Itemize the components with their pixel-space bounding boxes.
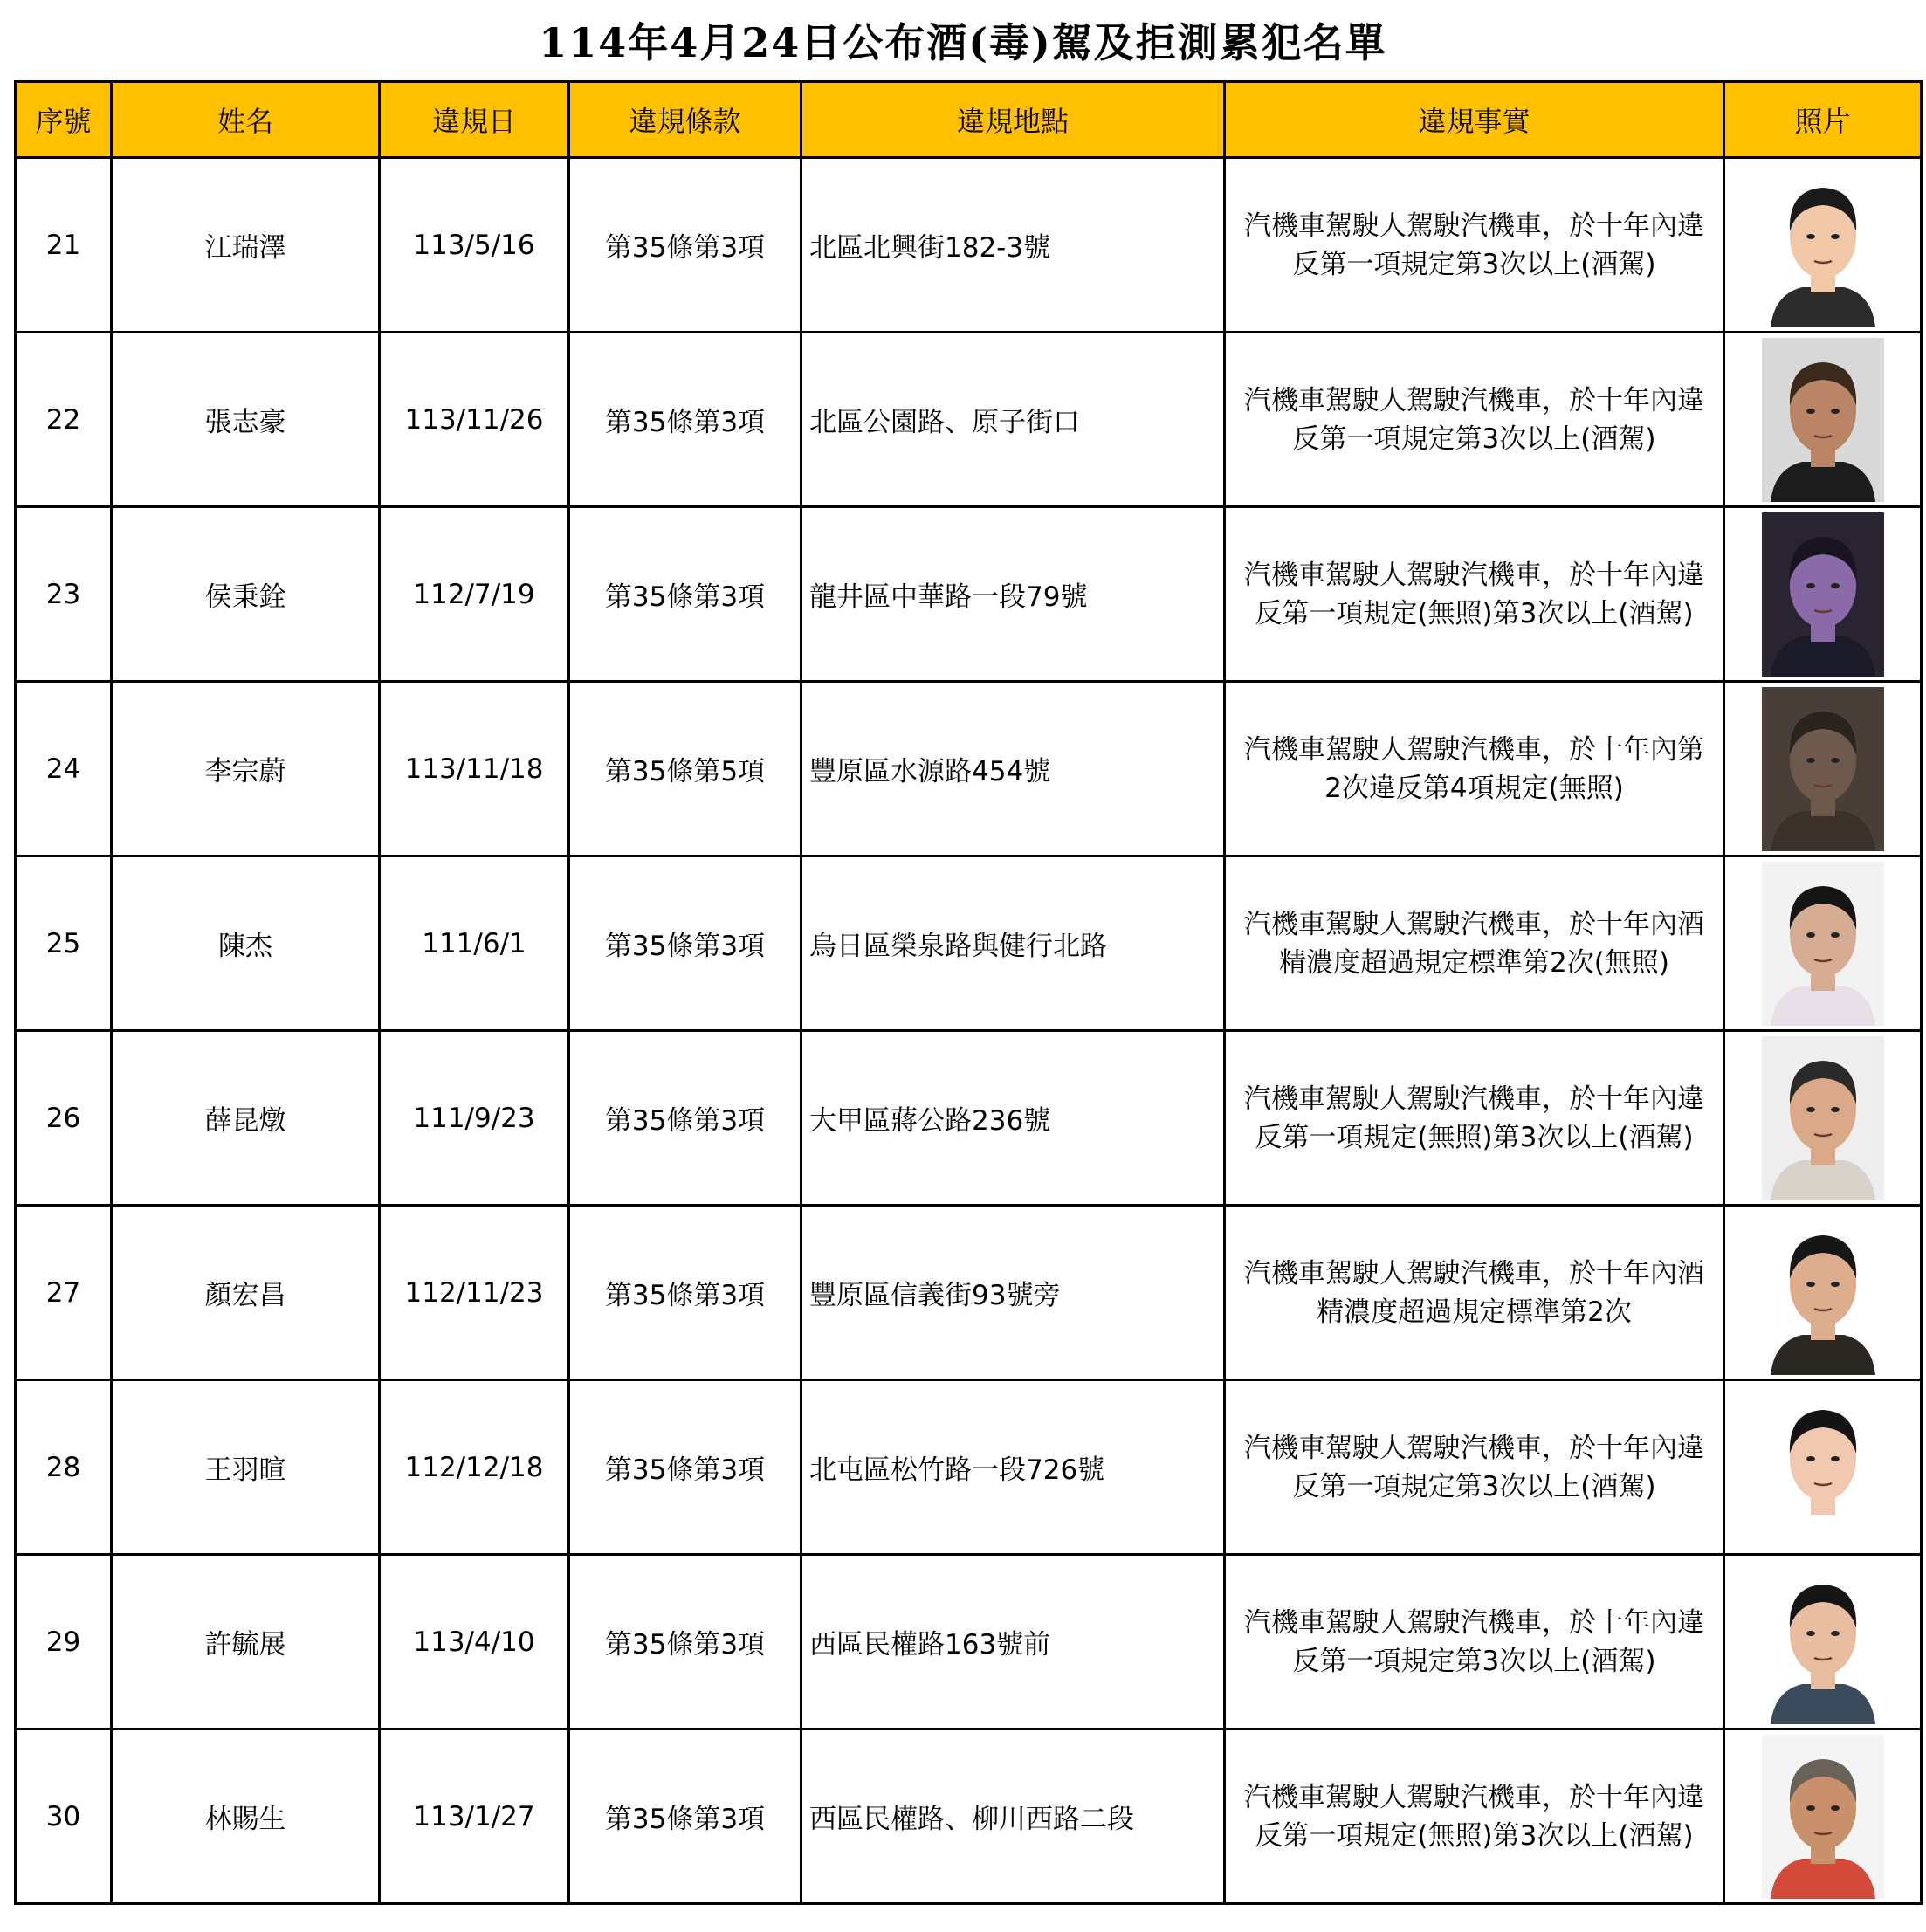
header-row	[16, 82, 1922, 158]
cell-fact: 汽機車駕駛人駕駛汽機車，於十年內酒精濃度超過規定標準第2次	[1225, 1206, 1724, 1380]
cell-fact: 汽機車駕駛人駕駛汽機車，於十年內第2次違反第4項規定(無照)	[1225, 682, 1724, 856]
cell-fact: 汽機車駕駛人駕駛汽機車，於十年內違反第一項規定(無照)第3次以上(酒駕)	[1225, 507, 1724, 682]
portrait-photo	[1762, 512, 1884, 677]
cell-article: 第35條第3項	[569, 158, 801, 333]
table-row	[16, 158, 1922, 333]
offender-table	[14, 80, 1923, 1905]
portrait-photo	[1762, 1036, 1884, 1200]
cell-article: 第35條第3項	[569, 507, 801, 682]
cell-name: 薛昆燉	[112, 1031, 380, 1206]
cell-article: 第35條第3項	[569, 1031, 801, 1206]
cell-location: 西區民權路、柳川西路二段	[801, 1729, 1225, 1904]
cell-date: 112/12/18	[380, 1380, 569, 1555]
header-date: 違規日	[380, 82, 569, 158]
cell-location: 北屯區松竹路一段726號	[801, 1380, 1225, 1555]
cell-no: 27	[16, 1206, 112, 1380]
cell-name: 陳杰	[112, 856, 380, 1031]
cell-date: 113/1/27	[380, 1729, 569, 1904]
photo-eye	[1831, 758, 1840, 763]
cell-date: 111/9/23	[380, 1031, 569, 1206]
photo-eye	[1806, 1107, 1815, 1112]
page-title: 114年4月24日公布酒(毒)駕及拒測累犯名單	[539, 19, 1387, 66]
photo-eye	[1806, 1456, 1815, 1461]
cell-photo	[1724, 1729, 1922, 1904]
cell-name: 王羽暄	[112, 1380, 380, 1555]
cell-location: 北區北興街182-3號	[801, 158, 1225, 333]
portrait-photo	[1762, 1560, 1884, 1724]
cell-date: 113/11/26	[380, 333, 569, 507]
cell-no: 22	[16, 333, 112, 507]
cell-photo	[1724, 507, 1922, 682]
cell-location: 西區民權路163號前	[801, 1555, 1225, 1729]
portrait-photo	[1762, 163, 1884, 327]
cell-article: 第35條第3項	[569, 333, 801, 507]
cell-date: 113/11/18	[380, 682, 569, 856]
photo-eye	[1806, 932, 1815, 938]
cell-article: 第35條第3項	[569, 1206, 801, 1380]
photo-eye	[1831, 932, 1840, 938]
cell-fact: 汽機車駕駛人駕駛汽機車，於十年內違反第一項規定第3次以上(酒駕)	[1225, 1380, 1724, 1555]
header-no: 序號	[16, 82, 112, 158]
photo-eye	[1831, 1107, 1840, 1112]
cell-fact: 汽機車駕駛人駕駛汽機車，於十年內酒精濃度超過規定標準第2次(無照)	[1225, 856, 1724, 1031]
table-row	[16, 1380, 1922, 1555]
header-photo: 照片	[1724, 82, 1922, 158]
photo-eye	[1806, 234, 1815, 239]
cell-photo	[1724, 1206, 1922, 1380]
portrait-photo	[1762, 687, 1884, 851]
cell-photo	[1724, 1031, 1922, 1206]
cell-date: 113/4/10	[380, 1555, 569, 1729]
cell-article: 第35條第3項	[569, 1729, 801, 1904]
portrait-photo	[1762, 1211, 1884, 1375]
table-row	[16, 1031, 1922, 1206]
table-row	[16, 856, 1922, 1031]
table-row	[16, 1729, 1922, 1904]
table-row	[16, 333, 1922, 507]
cell-name: 許毓展	[112, 1555, 380, 1729]
cell-no: 23	[16, 507, 112, 682]
cell-fact: 汽機車駕駛人駕駛汽機車，於十年內違反第一項規定(無照)第3次以上(酒駕)	[1225, 1031, 1724, 1206]
cell-no: 21	[16, 158, 112, 333]
cell-no: 24	[16, 682, 112, 856]
cell-date: 112/11/23	[380, 1206, 569, 1380]
cell-no: 26	[16, 1031, 112, 1206]
portrait-photo	[1762, 338, 1884, 502]
cell-photo	[1724, 333, 1922, 507]
cell-no: 25	[16, 856, 112, 1031]
cell-no: 30	[16, 1729, 112, 1904]
photo-eye	[1806, 1282, 1815, 1287]
cell-location: 龍井區中華路一段79號	[801, 507, 1225, 682]
cell-location: 烏日區榮泉路與健行北路	[801, 856, 1225, 1031]
photo-eye	[1831, 1631, 1840, 1636]
photo-eye	[1806, 583, 1815, 588]
photo-eye	[1831, 1282, 1840, 1287]
table-row	[16, 1206, 1922, 1380]
cell-name: 張志豪	[112, 333, 380, 507]
cell-photo	[1724, 1555, 1922, 1729]
photo-eye	[1806, 409, 1815, 414]
table-row	[16, 507, 1922, 682]
photo-eye	[1831, 234, 1840, 239]
header-name: 姓名	[112, 82, 380, 158]
photo-eye	[1831, 409, 1840, 414]
photo-eye	[1806, 1805, 1815, 1811]
cell-fact: 汽機車駕駛人駕駛汽機車，於十年內違反第一項規定第3次以上(酒駕)	[1225, 1555, 1724, 1729]
cell-location: 北區公園路、原子街口	[801, 333, 1225, 507]
cell-article: 第35條第5項	[569, 682, 801, 856]
cell-fact: 汽機車駕駛人駕駛汽機車，於十年內違反第一項規定第3次以上(酒駕)	[1225, 158, 1724, 333]
table-row	[16, 682, 1922, 856]
cell-photo	[1724, 1380, 1922, 1555]
header-location: 違規地點	[801, 82, 1225, 158]
cell-article: 第35條第3項	[569, 1555, 801, 1729]
cell-article: 第35條第3項	[569, 1380, 801, 1555]
cell-date: 113/5/16	[380, 158, 569, 333]
cell-fact: 汽機車駕駛人駕駛汽機車，於十年內違反第一項規定第3次以上(酒駕)	[1225, 333, 1724, 507]
cell-location: 豐原區信義街93號旁	[801, 1206, 1225, 1380]
header-article: 違規條款	[569, 82, 801, 158]
cell-name: 顏宏昌	[112, 1206, 380, 1380]
cell-location: 豐原區水源路454號	[801, 682, 1225, 856]
photo-eye	[1831, 583, 1840, 588]
portrait-photo	[1762, 1385, 1884, 1550]
cell-photo	[1724, 856, 1922, 1031]
cell-location: 大甲區蔣公路236號	[801, 1031, 1225, 1206]
photo-eye	[1806, 1631, 1815, 1636]
portrait-photo	[1762, 1735, 1884, 1899]
cell-name: 江瑞澤	[112, 158, 380, 333]
photo-eye	[1831, 1805, 1840, 1811]
cell-fact: 汽機車駕駛人駕駛汽機車，於十年內違反第一項規定(無照)第3次以上(酒駕)	[1225, 1729, 1724, 1904]
cell-article: 第35條第3項	[569, 856, 801, 1031]
table-row	[16, 1555, 1922, 1729]
cell-photo	[1724, 158, 1922, 333]
cell-photo	[1724, 682, 1922, 856]
cell-name: 李宗蔚	[112, 682, 380, 856]
cell-date: 112/7/19	[380, 507, 569, 682]
portrait-photo	[1762, 862, 1884, 1026]
cell-no: 29	[16, 1555, 112, 1729]
cell-date: 111/6/1	[380, 856, 569, 1031]
photo-eye	[1831, 1456, 1840, 1461]
cell-name: 侯秉銓	[112, 507, 380, 682]
cell-no: 28	[16, 1380, 112, 1555]
cell-name: 林賜生	[112, 1729, 380, 1904]
header-fact: 違規事實	[1225, 82, 1724, 158]
photo-eye	[1806, 758, 1815, 763]
